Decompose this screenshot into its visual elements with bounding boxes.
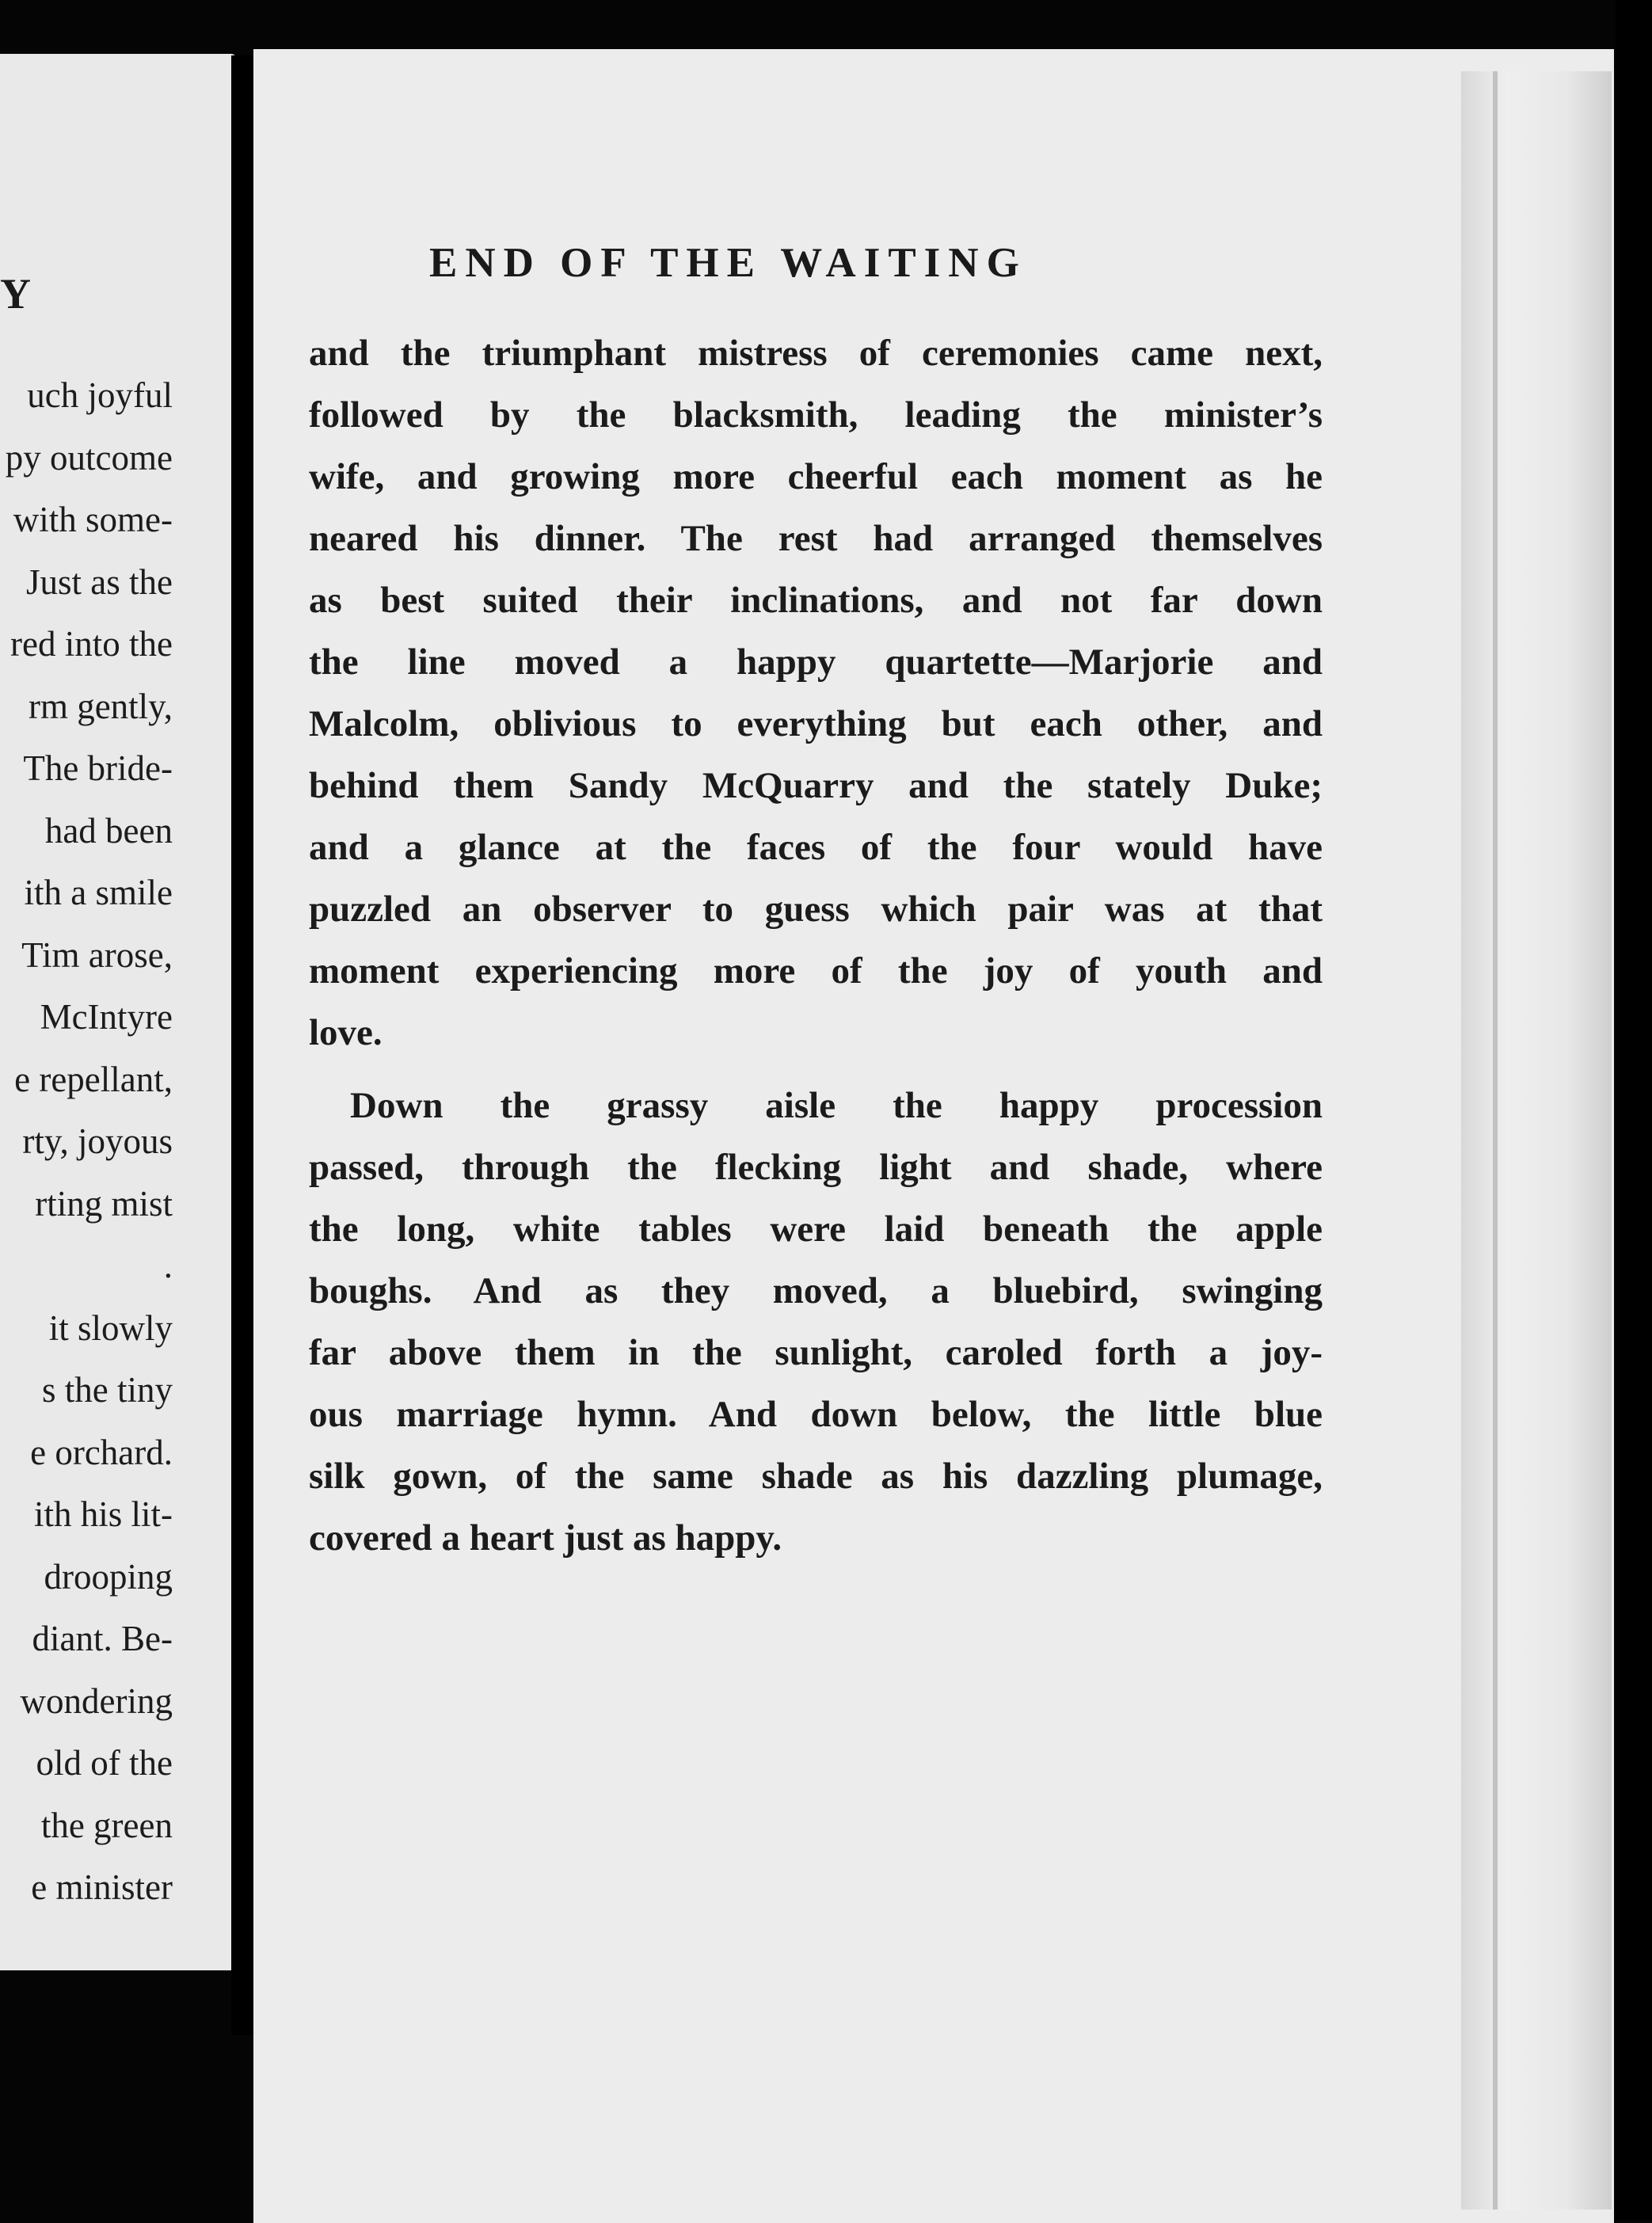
paragraph-2 [309,1075,1323,1569]
text-line: boughs. And as they moved, a bluebird, swinging [309,1270,1323,1311]
left-line: old of the [36,1743,173,1783]
left-line: with some- [13,500,173,539]
text-line: far above them in the sunlight, caroled forth a joy- [309,1332,1323,1373]
left-page [0,54,236,1970]
text-line: Down the grassy aisle the happy procession [350,1085,1323,1126]
left-line: uch joyful [27,375,173,415]
left-line: ith a smile [24,873,173,912]
text-line: Malcolm, oblivious to everything but each other, and [309,703,1323,744]
left-line: s the tiny [42,1370,173,1410]
left-line: rty, joyous [22,1121,173,1161]
left-line: e orchard. [30,1432,173,1472]
left-line: py outcome [5,437,173,478]
left-line: the green [40,1805,173,1845]
scan-border [1616,0,1652,2220]
left-line: drooping [44,1556,173,1597]
text-line: wife, and growing more cheerful each moment as he [309,456,1323,497]
text-line: behind them Sandy McQuarry and the stately Duke; [309,765,1323,806]
left-line: Tim arose, [21,934,173,975]
left-line: diant. Be- [32,1619,173,1658]
left-line: e repellant, [14,1059,173,1099]
left-line: ith his lit- [33,1494,173,1534]
text-line: followed by the blacksmith, leading the minister’s [309,394,1323,436]
text-line: the line moved a happy quartette—Marjorie and [309,641,1323,683]
text-line: and the triumphant mistress of ceremonies came next, [309,333,1323,374]
text-line: and a glance at the faces of the four would have [309,827,1323,868]
left-line: Just as the [26,561,173,602]
text-line: love. [309,1012,383,1053]
left-line: had been [44,810,173,851]
text-line: the long, white tables were laid beneath the apple [309,1209,1323,1250]
left-line: . [163,1246,173,1285]
page-edge [1461,71,1612,2210]
left-line: e minister [31,1867,173,1907]
left-line: it slowly [48,1308,173,1348]
left-line: wondering [20,1681,173,1721]
text-line: passed, through the flecking light and shade, where [309,1147,1323,1188]
left-line: red into the [10,624,173,664]
left-line: rm gently, [28,686,173,726]
paragraph-1 [309,322,1323,1064]
right-page [253,49,1614,2223]
text-line: as best suited their inclinations, and not far down [309,580,1323,621]
left-page-heading-fragment: Y [0,270,31,318]
text-line: ous marriage hymn. And down below, the little blue [309,1394,1323,1435]
text-line: covered a heart just as happy. [309,1517,782,1559]
text-line: neared his dinner. The rest had arranged themselves [309,518,1323,559]
text-line: puzzled an observer to guess which pair was at that [309,889,1323,930]
left-line: McIntyre [40,997,173,1037]
left-page-text [6,364,173,1919]
left-line: The bride- [23,748,173,788]
text-line: silk gown, of the same shade as his dazzling plumage, [309,1456,1323,1497]
text-line: moment experiencing more of the joy of youth and [309,950,1323,992]
page-body [309,322,1323,1569]
running-head-title: END OF THE WAITING [429,240,1027,286]
left-line: rting mist [35,1183,173,1224]
